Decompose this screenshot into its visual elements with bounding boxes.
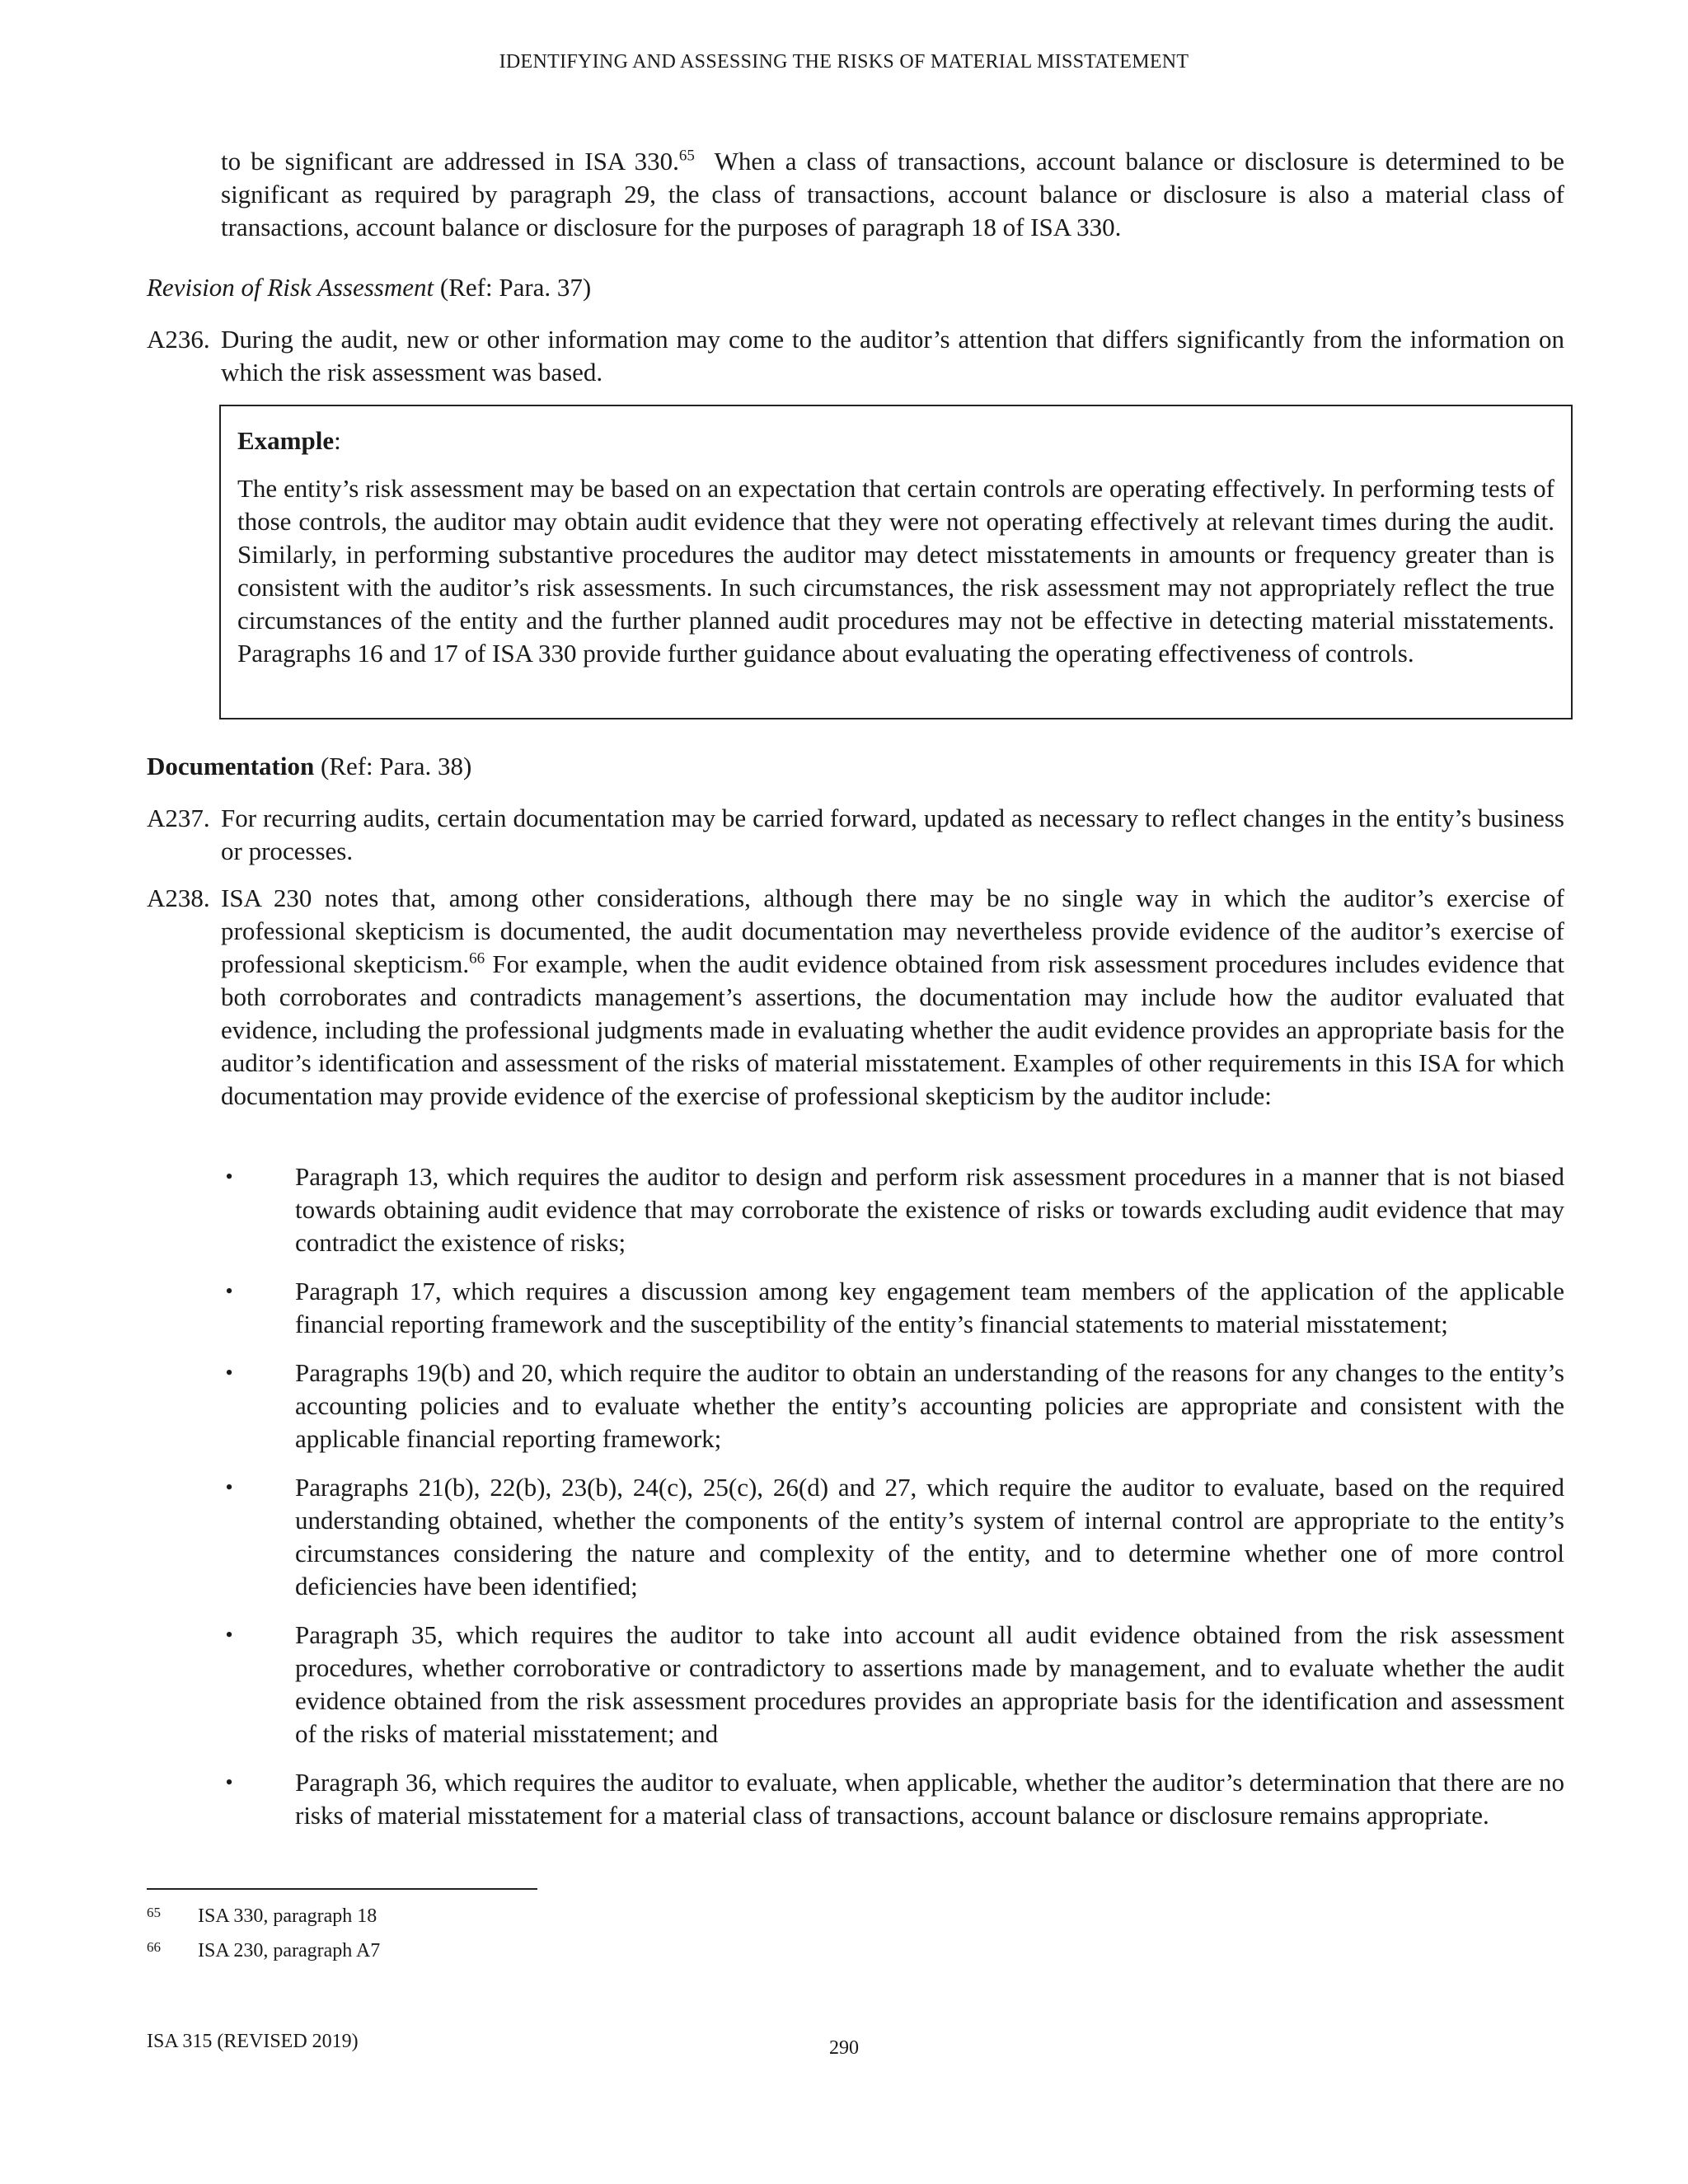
example-title xyxy=(237,424,1554,457)
revision-heading xyxy=(147,271,591,304)
paragraph-text: For recurring audits, certain documentation may be carried forward, updated as necessary to reflect changes in the entity’s business or processes. xyxy=(221,804,1564,865)
paragraph-a236 xyxy=(147,323,1564,389)
footnote-text: ISA 230, paragraph A7 xyxy=(198,1940,381,1961)
paragraph-text-1: ISA 230 notes that, among other considerations, although there may be no single way in which the auditor’s exercise of professional skepticism is documented, the audit documentation may nevertheless provide evidence of the auditor’s exercise of professional skepticism. xyxy=(221,883,1564,978)
example-body: The entity’s risk assessment may be based on an expectation that certain controls are operating effectively. In performing tests of those controls, the auditor may obtain audit evidence that they were not operating effectively at relevant times during the audit. Similarly, in performing substantive procedures the auditor may detect misstatements in amounts or frequency greater than is consistent with the auditor’s risk assessments. In such circumstances, the risk assessment may not appropriately reflect the true circumstances of the entity and the further planned audit procedures may not be effective in detecting material misstatements. Paragraphs 16 and 17 of ISA 330 provide further guidance about evaluating the operating effectiveness of controls. xyxy=(237,474,1554,668)
documentation-heading-title: Documentation xyxy=(147,752,315,780)
bullet-list xyxy=(221,1160,1564,1848)
example-title-colon: : xyxy=(334,426,341,455)
bullet-icon: • xyxy=(225,1623,233,1647)
example-title-label: Example xyxy=(237,426,335,455)
list-item-text: Paragraph 35, which requires the auditor to take into account all audit evidence obtained from the risk assessment procedures, whether corroborative or contradictory to assertions made by management, and to evaluate whether the audit evidence obtained from the risk assessment procedures provides an appropriate basis for the identification and assessment of the risks of material misstatement; and xyxy=(295,1620,1564,1748)
list-item-text: Paragraphs 19(b) and 20, which require the auditor to obtain an understanding of the reasons for any changes to the entity’s accounting policies and to evaluate whether the entity’s accounting policies are appropriate and consistent with the applicable financial reporting framework; xyxy=(295,1358,1564,1453)
paragraph-a237 xyxy=(147,802,1564,868)
paragraph-number: A236. xyxy=(147,325,210,354)
bullet-icon: • xyxy=(225,1279,233,1303)
page-number: 290 xyxy=(829,2037,859,2059)
bullet-icon: • xyxy=(225,1361,233,1385)
bullet-icon: • xyxy=(225,1475,233,1499)
list-item-text: Paragraph 36, which requires the auditor to evaluate, when applicable, whether the auditor’s determination that there are no risks of material misstatement for a material class of transactions, account balance or disclosure remains appropriate. xyxy=(295,1768,1564,1830)
bullet-icon: • xyxy=(225,1165,233,1188)
list-item-text: Paragraphs 21(b), 22(b), 23(b), 24(c), 25(c), 26(d) and 27, which require the auditor to evaluate, based on the required understanding obtained, whether the components of the entity’s system of internal control are appropriate to the entity’s circumstances considering the nature and complexity of the entity, and to determine whether one of more control deficiencies have been identified; xyxy=(295,1473,1564,1601)
running-head: IDENTIFYING AND ASSESSING THE RISKS OF MATERIAL MISSTATEMENT xyxy=(499,51,1189,73)
list-item xyxy=(221,1471,1564,1603)
list-item xyxy=(221,1357,1564,1455)
list-item xyxy=(221,1619,1564,1750)
paragraph-number: A237. xyxy=(147,804,210,832)
revision-heading-title: Revision of Risk Assessment xyxy=(147,273,434,302)
continued-paragraph xyxy=(221,145,1571,244)
paragraph-number: A238. xyxy=(147,883,210,912)
list-item-text: Paragraph 13, which requires the auditor to design and perform risk assessment procedures in a manner that is not biased towards obtaining audit evidence that may corroborate the existence of risks or towards excluding audit evidence that may contradict the existence of risks; xyxy=(295,1162,1564,1257)
documentation-heading xyxy=(147,750,471,783)
footnote-divider xyxy=(147,1888,537,1890)
footnote-number: 66 xyxy=(147,1939,161,1955)
paragraph-text-2: For example, when the audit evidence obtained from risk assessment procedures includes evidence that both corroborates and contradicts management’s assertions, the documentation may include how the auditor evaluated that evidence, including the professional judgments made in evaluating whether the audit evidence provides an appropriate basis for the auditor’s identification and assessment of the risks of material misstatement. Examples of other requirements in this ISA for which documentation may provide evidence of the exercise of professional skepticism by the auditor include: xyxy=(221,949,1564,1110)
footnote-ref-66[interactable]: 66 xyxy=(469,949,485,968)
example-box xyxy=(219,405,1573,719)
list-item xyxy=(221,1275,1564,1341)
bullet-icon: • xyxy=(225,1770,233,1794)
documentation-heading-ref: (Ref: Para. 38) xyxy=(314,752,472,780)
footer-standard-name: ISA 315 (REVISED 2019) xyxy=(147,2031,359,2052)
list-item xyxy=(221,1766,1564,1832)
revision-heading-ref: (Ref: Para. 37) xyxy=(434,273,592,302)
footnote-ref-65[interactable]: 65 xyxy=(678,147,695,165)
paragraph-text xyxy=(221,882,1564,1113)
paragraph-text: During the audit, new or other information may come to the auditor’s attention that differs significantly from the information on which the risk assessment was based. xyxy=(221,325,1564,387)
continued-paragraph-text-2: When a class of transactions, account balance or disclosure is determined to be significant as required by paragraph 29, the class of transactions, account balance or disclosure is also a material class of transactions, account balance or disclosure for the purposes of paragraph 18 of ISA 330. xyxy=(221,147,1571,241)
continued-paragraph-text-1: to be significant are addressed in ISA 330. xyxy=(221,147,679,176)
list-item-text: Paragraph 17, which requires a discussion among key engagement team members of the application of the applicable financial reporting framework and the susceptibility of the entity’s financial statements to material misstatement; xyxy=(295,1277,1564,1338)
footnote-text: ISA 330, paragraph 18 xyxy=(198,1905,377,1927)
list-item xyxy=(221,1160,1564,1259)
footnote-number: 65 xyxy=(147,1905,161,1920)
paragraph-a238 xyxy=(147,882,1564,1113)
